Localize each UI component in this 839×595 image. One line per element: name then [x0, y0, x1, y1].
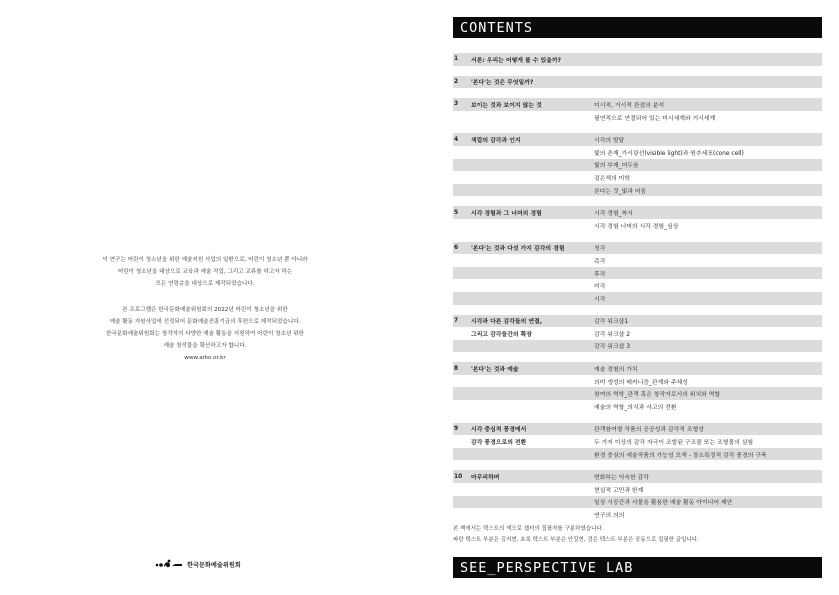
- toc-number: 7: [454, 317, 459, 324]
- toc-subitem: 빛의 부재_어두움: [594, 163, 639, 170]
- toc-row: [453, 184, 822, 197]
- toc-subitem: 미각: [594, 284, 606, 291]
- toc-row: [453, 496, 822, 509]
- intro-line: 이 연구는 어린이 청소년을 위한 예술지원 사업의 일환으로, 어린이 청소년 뿐 아니라: [102, 257, 308, 263]
- toc-section: [453, 133, 822, 196]
- toc-subitem: 촉각: [594, 258, 606, 265]
- toc-title: 색깔의 감각과 인지: [471, 138, 521, 145]
- toc-title: 마무리하며: [471, 475, 500, 482]
- contents-header: CONTENTS: [453, 17, 822, 38]
- toc-number: 10: [454, 473, 463, 480]
- toc-title: 서론: 우리는 어떻게 볼 수 있을까?: [471, 57, 562, 64]
- toc-section: [453, 98, 822, 123]
- toc-subitem: 시각 경험 너머의 시각 경험_심상: [594, 223, 679, 230]
- toc-section: [453, 315, 822, 353]
- sponsor-url: www.arko.or.kr: [184, 355, 226, 361]
- toc-number: 8: [454, 365, 459, 372]
- toc-title: '본다'는 것과 다섯 가지 감각의 경험: [471, 246, 565, 253]
- sponsor-line: 한국문화예술위원회는 창작자의 다양한 예술 활동을 지원하여 어린이 청소년 위한: [106, 331, 304, 337]
- toc-subitem: 감각 워크샵1: [594, 319, 629, 326]
- toc-number: 6: [454, 244, 459, 251]
- toc-row: [453, 98, 822, 111]
- toc-section: [453, 206, 822, 231]
- toc-number: 5: [454, 209, 459, 216]
- toc-row: [453, 292, 822, 305]
- toc-row: [453, 315, 822, 328]
- toc-number: 3: [454, 101, 459, 108]
- toc-row: [453, 53, 822, 66]
- toc-row: [453, 483, 822, 496]
- toc-title: 그리고 감각들간의 확장: [471, 331, 533, 338]
- toc-row: [453, 219, 822, 232]
- sponsor-line: 본 프로그램은 한국문화예술위원회의 2022년 어린이 청소년을 위한: [122, 307, 288, 313]
- intro-paragraph: [80, 254, 330, 290]
- toc-title: '본다'는 것과 예술: [471, 367, 519, 374]
- toc-row: [453, 375, 822, 388]
- toc-row: [453, 206, 822, 219]
- toc-row: [453, 111, 822, 124]
- toc-subitem: 시각 경험_착시: [594, 211, 633, 218]
- toc-subitem: 두 가지 이상의 감각 자극이 조합된 구조물 또는 조형물의 실험: [594, 440, 754, 447]
- toc-row: [453, 508, 822, 521]
- sponsor-paragraph: [80, 304, 330, 364]
- toc-title: 시각 중심적 풍경에서: [471, 427, 527, 434]
- toc-subitem: 참여의 역학_관객 혹은 창작자로서의 위치와 역할: [594, 392, 721, 399]
- footer-title: SEE_PERSPECTIVE LAB: [453, 557, 822, 578]
- authorship-note: [453, 524, 822, 546]
- toc-subitem: 변화하는 익숙한 감각: [594, 475, 649, 482]
- toc-row: [453, 159, 822, 172]
- left-page-text: [80, 254, 330, 364]
- toc-subitem: 빛의 존재_가시광선(visible light)과 원추세포(cone cell): [594, 150, 744, 157]
- toc-subitem: 검은색의 미학: [594, 175, 631, 182]
- toc-title: 감각 풍경으로의 전환: [471, 440, 527, 447]
- toc-number: 2: [454, 78, 459, 85]
- intro-line: 어린이 청소년을 대상으로 교육과 예술 작업, 그리고 교류를 하고자 하는: [117, 269, 293, 275]
- sponsor-line: 예술 창작물을 확산하고자 합니다.: [163, 343, 247, 349]
- toc-subitem: 시각의 발달: [594, 138, 625, 145]
- toc-row: [453, 171, 822, 184]
- toc-row: [453, 470, 822, 483]
- toc-row: [453, 76, 822, 89]
- toc-title: 시각 경험과 그 너머의 경험: [471, 211, 542, 218]
- toc-subitem: 감각 워크샵 2: [594, 331, 630, 338]
- toc-row: [453, 400, 822, 413]
- toc-subitem: 환경 중심의 예술작품의 가능성 모색 - 장소특정적 감각 풍경의 구축: [594, 452, 767, 459]
- toc-number: 1: [454, 56, 459, 63]
- toc-row: [453, 133, 822, 146]
- note-line: 본 책에서는 텍스트의 색으로 챕터의 집필자를 구분하였습니다.: [453, 526, 604, 532]
- toc-subitem: 본다는 것_빛과 어둠: [594, 188, 647, 195]
- toc-title: 시각과 다른 감각들의 연결,: [471, 319, 542, 326]
- toc-number: 9: [454, 425, 459, 432]
- toc-title: '본다'는 것은 무엇일까?: [471, 80, 534, 87]
- toc-subitem: 일상 시공간과 사물을 활용한 예술 활동 아이디어 제안: [594, 500, 733, 507]
- note-line: 파란 텍스트 부분은 김지현, 초록 텍스트 부분은 안길현, 검은 텍스트 부분은 공동으로 집필한 글입니다.: [453, 537, 699, 543]
- toc-section: [453, 53, 822, 66]
- toc-row: [453, 254, 822, 267]
- toc-row: [453, 387, 822, 400]
- toc-row: [453, 423, 822, 436]
- toc-row: [453, 435, 822, 448]
- toc-title: 보이는 것과 보이지 않는 것: [471, 102, 542, 109]
- toc-row: [453, 448, 822, 461]
- toc-subitem: 관객참여형 작품의 공공성과 감각적 조형성: [594, 427, 704, 434]
- toc-row: [453, 362, 822, 375]
- intro-line: 모든 연령층을 대상으로 제작되었습니다.: [155, 281, 255, 287]
- toc-number: 4: [454, 136, 459, 143]
- toc-subitem: 의미 생성의 매커니즘_관계와 주체성: [594, 379, 688, 386]
- arko-logo: [155, 558, 241, 570]
- toc-subitem: 필연적으로 연결되어 있는 미시세계와 거시세계: [594, 115, 716, 122]
- toc-row: [453, 267, 822, 280]
- toc-section: [453, 242, 822, 305]
- toc-subitem: 청각: [594, 246, 606, 253]
- toc-row: [453, 340, 822, 353]
- logo-text: 한국문화예술위원회: [187, 561, 241, 569]
- toc-section: [453, 423, 822, 461]
- toc-subitem: 예술의 역할_의식과 사고의 전환: [594, 404, 677, 411]
- toc-subitem: 시각: [594, 296, 606, 303]
- arko-logo-icon: [155, 559, 183, 569]
- toc-section: [453, 362, 822, 412]
- toc-subitem: 감각 워크샵 3: [594, 344, 630, 351]
- toc-subitem: 미시적, 거시적 관점의 분석: [594, 102, 665, 109]
- toc-section: [453, 470, 822, 520]
- toc-subitem: 후각: [594, 271, 606, 278]
- toc-subitem: 연구의 의의: [594, 513, 625, 520]
- toc-section: [453, 76, 822, 89]
- toc-row: [453, 279, 822, 292]
- toc-subitem: 예술 경험의 가치: [594, 367, 638, 374]
- toc-row: [453, 327, 822, 340]
- toc-row: [453, 242, 822, 255]
- toc-row: [453, 146, 822, 159]
- sponsor-line: 예술 활동 지원사업에 선정되어 문화예술진흥기금의 후원으로 제작되었습니다.: [109, 319, 301, 325]
- toc-subitem: 현실적 고민과 한계: [594, 487, 644, 494]
- table-of-contents: [453, 53, 822, 531]
